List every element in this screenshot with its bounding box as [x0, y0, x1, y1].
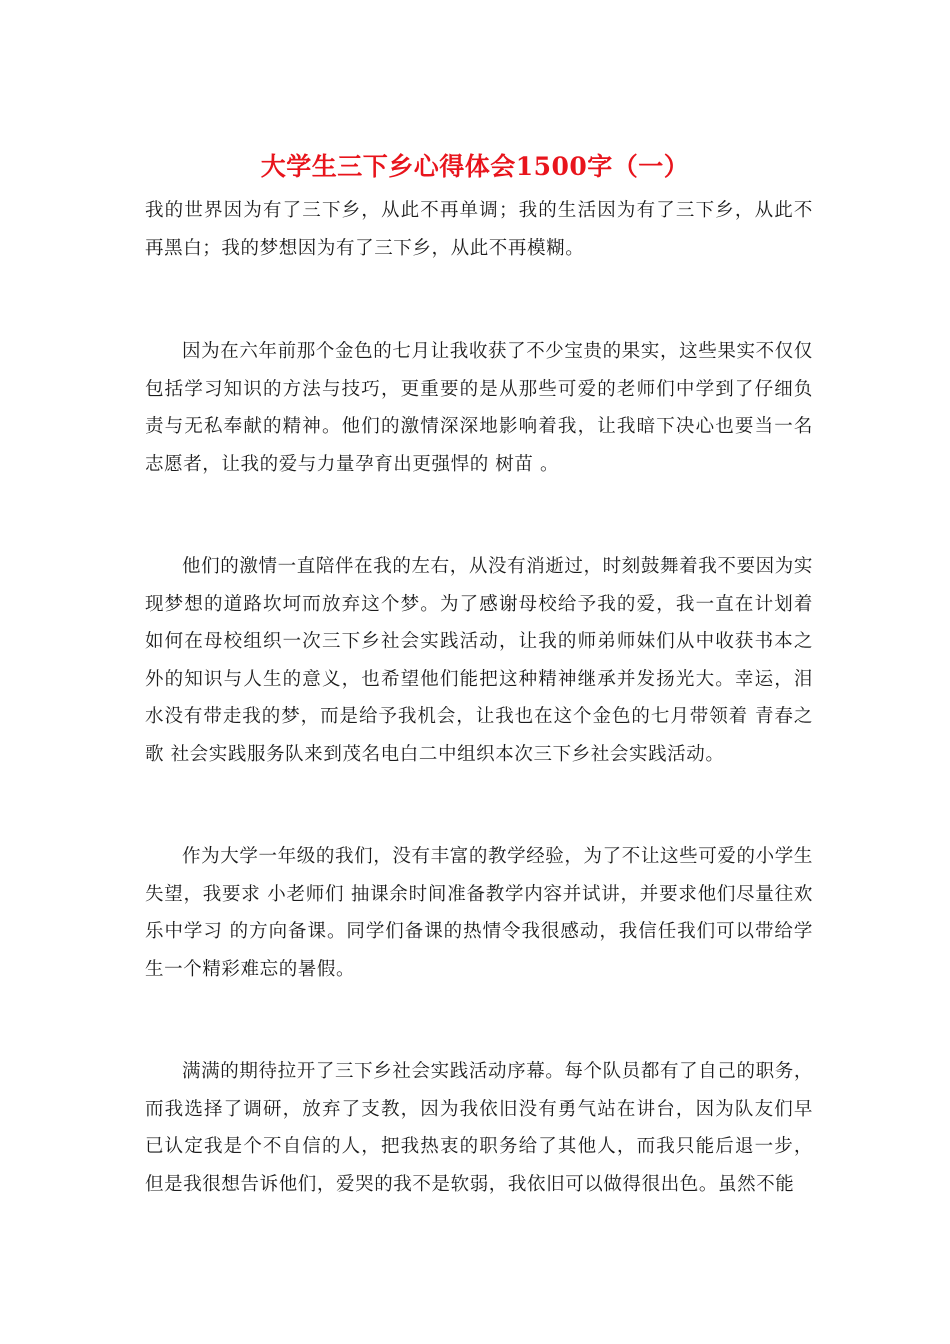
paragraph-motivation: 因为在六年前那个金色的七月让我收获了不少宝贵的果实，这些果实不仅仅包括学习知识的方法与技巧，更重要的是从那些可爱的老师们中学到了仔细负责与无私奉献的精神。他们的激情深深地影响着我，让我暗下决心也要当一名志愿者，让我的爱与力量孕育出更强悍的 树苗 。: [145, 341, 813, 475]
paragraph-opportunity: 他们的激情一直陪伴在我的左右，从没有消逝过，时刻鼓舞着我不要因为实现梦想的道路坎坷而放弃这个梦。为了感谢母校给予我的爱，我一直在计划着如何在母校组织一次三下乡社会实践活动，让我的师弟师妹们从中收获书本之外的知识与人生的意义，也希望他们能把这种精神继承并发扬光大。幸运，泪水没有带走我的梦，而是给予我机会，让我也在这个金色的七月带领着 青春之歌 社会实践服务队来到茂名电白二中组织本次三下乡社会实践活动。: [145, 556, 813, 765]
document-title: 大学生三下乡心得体会1500字（一）: [260, 152, 690, 181]
paragraph-activity-start: 满满的期待拉开了三下乡社会实践活动序幕。每个队员都有了自己的职务，而我选择了调研，放弃了支教，因为我依旧没有勇气站在讲台，因为队友们早已认定我是个不自信的人，把我热衷的职务给了其他人，而我只能后退一步，但是我很想告诉他们，爱哭的我不是软弱，我依旧可以做得很出色。虽然不能: [145, 1061, 813, 1195]
paragraph-intro: 我的世界因为有了三下乡，从此不再单调；我的生活因为有了三下乡，从此不再黑白；我的梦想因为有了三下乡，从此不再模糊。: [145, 200, 813, 259]
paragraph-preparation: 作为大学一年级的我们，没有丰富的教学经验，为了不让这些可爱的小学生失望，我要求 小老师们 抽课余时间准备教学内容并试讲，并要求他们尽量往欢乐中学习 的方向备课。同学们备课的热情令我很感动，我信任我们可以带给学生一个精彩难忘的暑假。: [145, 846, 813, 980]
